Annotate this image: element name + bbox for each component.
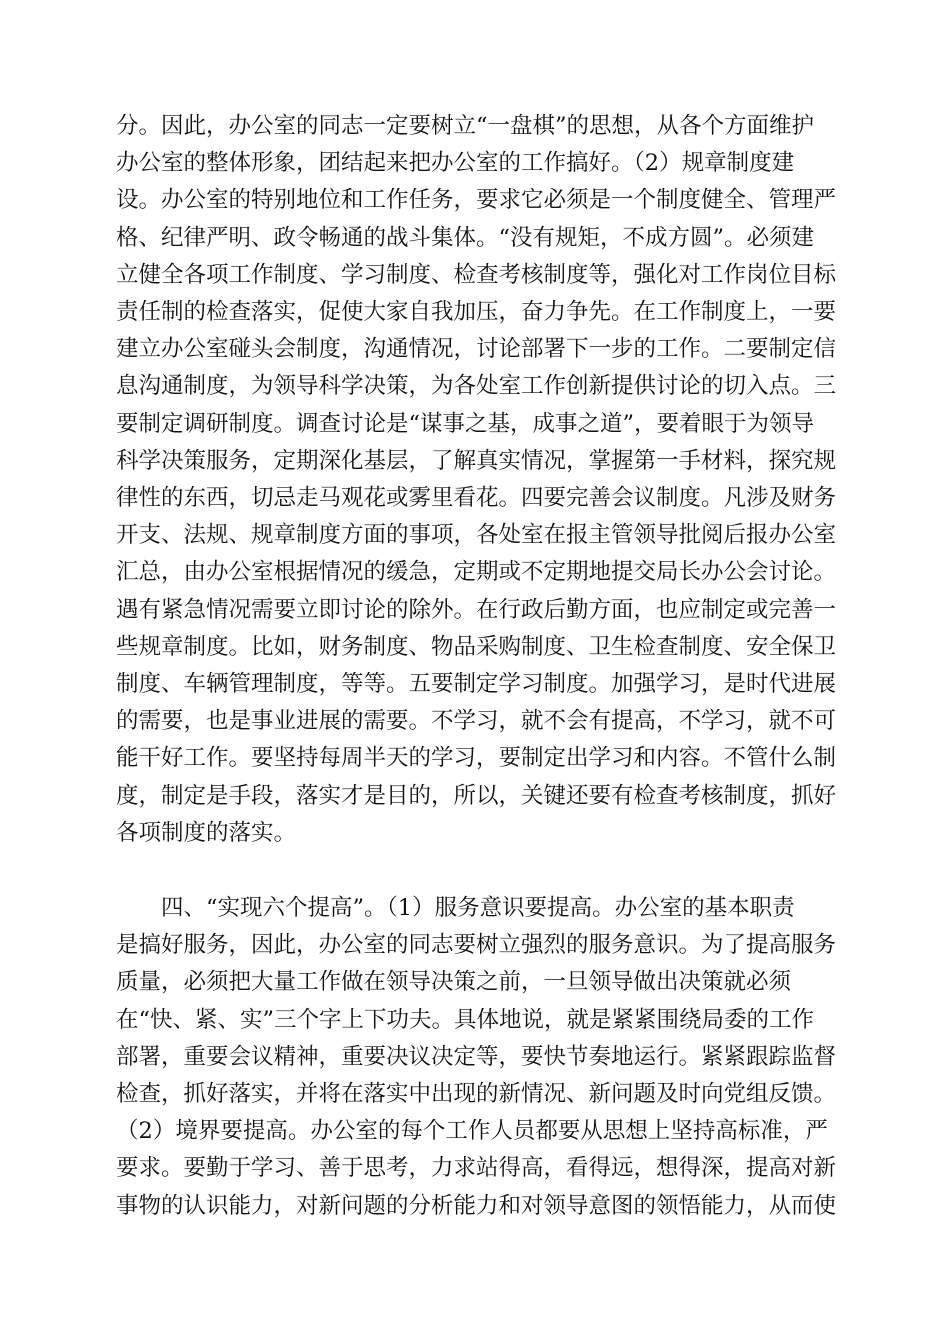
text-line: 责任制的检查落实，促使大家自我加压，奋力争先。在工作制度上，一要 xyxy=(116,299,836,325)
text-line: 格、纪律严明、政令畅通的战斗集体。“没有规矩，不成方圆”。必须建 xyxy=(116,225,815,251)
text-line: 律性的东西，切忌走马观花或雾里看花。四要完善会议制度。凡涉及财务 xyxy=(116,485,836,511)
text-line: 制度、车辆管理制度，等等。五要制定学习制度。加强学习，是时代进展 xyxy=(116,671,836,697)
text-line: 些规章制度。比如，财务制度、物品采购制度、卫生检查制度、安全保卫 xyxy=(116,634,836,660)
text-line: 设。办公室的特别地位和工作任务，要求它必须是一个制度健全、管理严 xyxy=(116,187,836,213)
text-line: 要求。要勤于学习、善于思考，力求站得高，看得远，想得深，提高对新 xyxy=(116,1155,836,1181)
text-line: 质量，必须把大量工作做在领导决策之前，一旦领导做出决策就必须 xyxy=(116,969,792,995)
text-line: 汇总，由办公室根据情况的缓急，定期或不定期地提交局长办公会讨论。 xyxy=(116,559,836,585)
text-line: 建立办公室碰头会制度，沟通情况，讨论部署下一步的工作。二要制定信 xyxy=(116,336,836,362)
text-line: 的需要，也是事业进展的需要。不学习，就不会有提高，不学习，就不可 xyxy=(116,708,836,734)
text-line: 科学决策服务，定期深化基层，了解真实情况，掌握第一手材料，探究规 xyxy=(116,448,836,474)
text-line: 办公室的整体形象，团结起来把办公室的工作搞好。（2）规章制度建 xyxy=(116,150,795,176)
text-line: （2）境界要提高。办公室的每个工作人员都要从思想上坚持高标准，严 xyxy=(116,1118,828,1144)
text-line: 立健全各项工作制度、学习制度、检查考核制度等，强化对工作岗位目标 xyxy=(116,262,836,288)
text-line: 是搞好服务，因此，办公室的同志要树立强烈的服务意识。为了提高服务 xyxy=(116,932,836,958)
text-line: 要制定调研制度。调查讨论是“谋事之基，成事之道”，要着眼于为领导 xyxy=(116,411,815,437)
text-line: 各项制度的落实。 xyxy=(116,820,297,846)
text-line: 事物的认识能力，对新问题的分析能力和对领导意图的领悟能力，从而使 xyxy=(116,1193,836,1219)
text-line: 四、“实现六个提高”。（1）服务意识要提高。办公室的基本职责 xyxy=(161,895,795,921)
text-line: 在“快、紧、实”三个字上下功夫。具体地说，就是紧紧围绕局委的工作 xyxy=(116,1007,815,1033)
text-line: 开支、法规、规章制度方面的事项，各处室在报主管领导批阅后报办公室 xyxy=(116,522,836,548)
text-line: 息沟通制度，为领导科学决策，为各处室工作创新提供讨论的切入点。三 xyxy=(116,373,836,399)
text-line: 度，制定是手段，落实才是目的，所以，关键还要有检查考核制度，抓好 xyxy=(116,783,836,809)
text-line: 检查，抓好落实，并将在落实中出现的新情况、新问题及时向党组反馈。 xyxy=(116,1081,836,1107)
text-line: 能干好工作。要坚持每周半天的学习，要制定出学习和内容。不管什么制 xyxy=(116,745,836,771)
text-line: 部署，重要会议精神，重要决议决定等，要快节奏地运行。紧紧跟踪监督 xyxy=(116,1044,836,1070)
text-line: 遇有紧急情况需要立即讨论的除外。在行政后勤方面，也应制定或完善一 xyxy=(116,597,836,623)
text-line: 分。因此，办公室的同志一定要树立“一盘棋”的思想，从各个方面维护 xyxy=(116,113,815,139)
